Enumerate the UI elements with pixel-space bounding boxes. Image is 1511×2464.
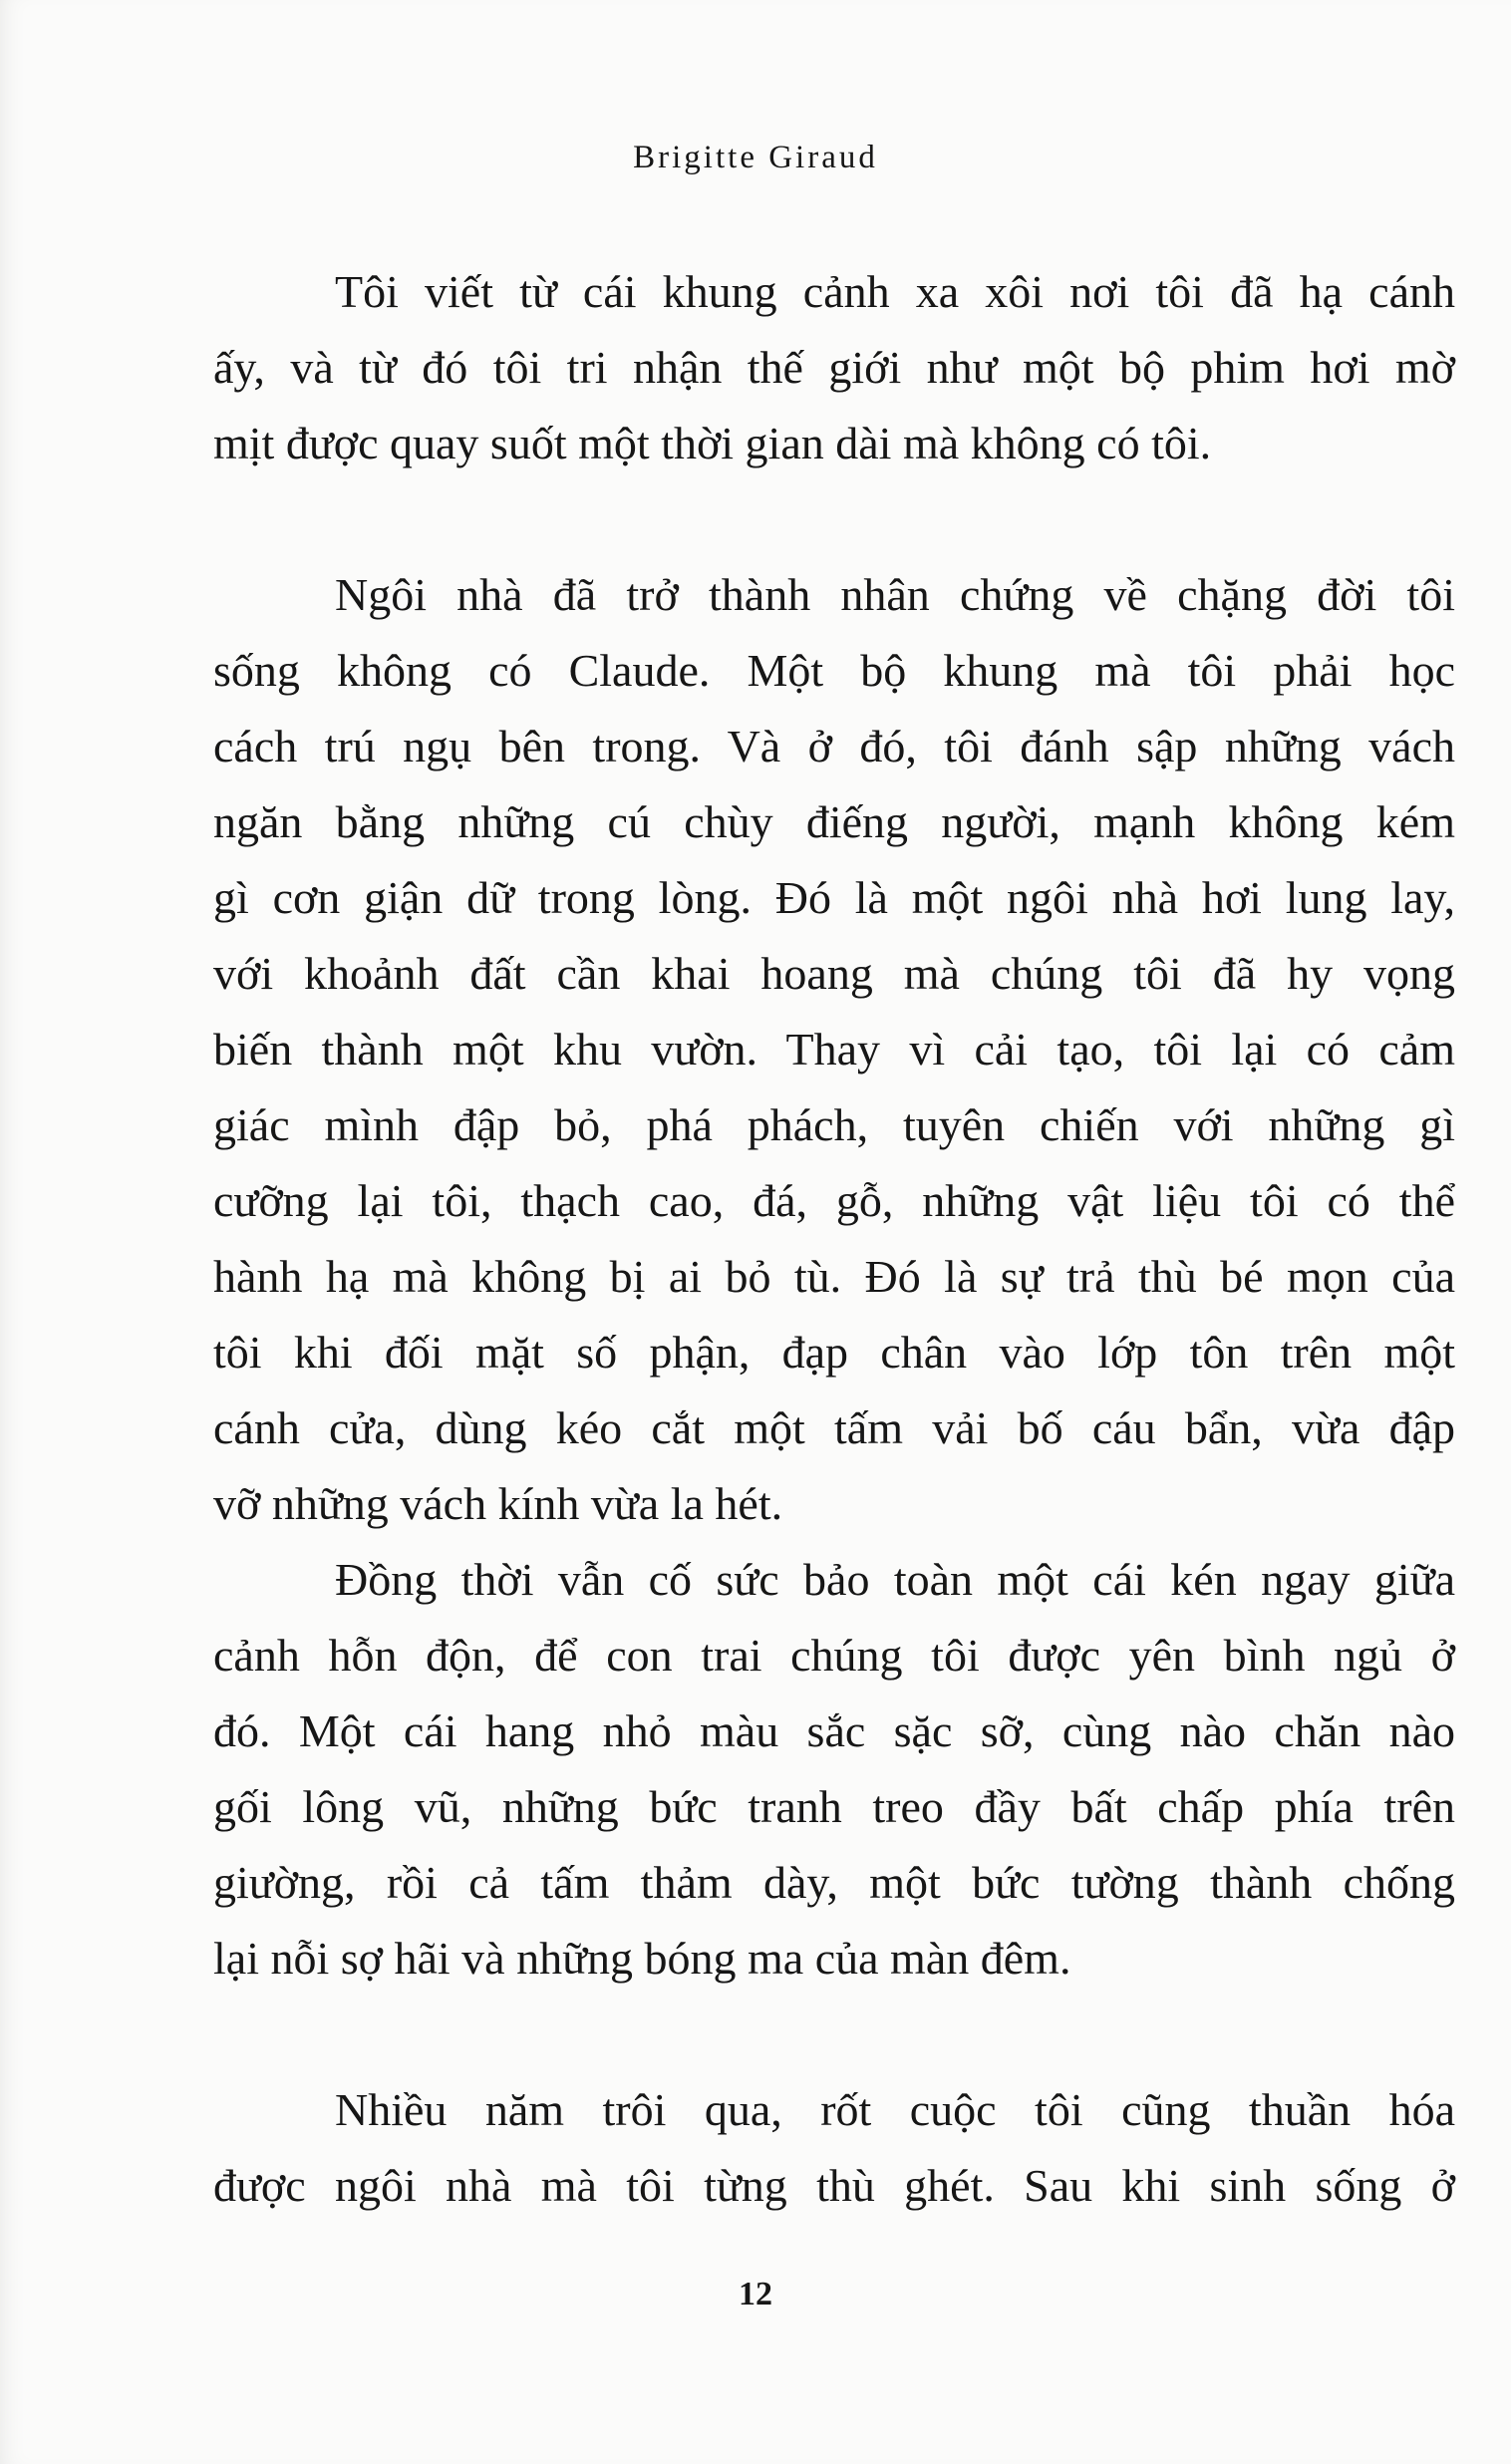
running-head-author: Brigitte Giraud bbox=[633, 140, 878, 175]
text-line: sống không có Claude. Một bộ khung mà tôi phải học bbox=[213, 645, 1455, 696]
text-line: gối lông vũ, những bức tranh treo đầy bất chấp phía trên bbox=[213, 1781, 1455, 1832]
text-line: Đồng thời vẫn cố sức bảo toàn một cái kén ngay giữa bbox=[335, 1554, 1455, 1605]
text-line: cánh cửa, dùng kéo cắt một tấm vải bố cáu bẩn, vừa đập bbox=[213, 1402, 1455, 1453]
text-line: cưỡng lại tôi, thạch cao, đá, gỗ, những vật liệu tôi có thể bbox=[213, 1175, 1455, 1226]
text-line: hành hạ mà không bị ai bỏ tù. Đó là sự trả thù bé mọn của bbox=[213, 1251, 1455, 1302]
text-line: mịt được quay suốt một thời gian dài mà không có tôi. bbox=[213, 418, 1212, 468]
text-line: tôi khi đối mặt số phận, đạp chân vào lớp tôn trên một bbox=[213, 1327, 1455, 1378]
text-line: vỡ những vách kính vừa la hét. bbox=[213, 1478, 783, 1529]
text-line: với khoảnh đất cần khai hoang mà chúng tôi đã hy vọng bbox=[213, 948, 1455, 999]
text-line: Nhiều năm trôi qua, rốt cuộc tôi cũng thuần hóa bbox=[335, 2084, 1455, 2135]
paragraph-gap bbox=[213, 1997, 1455, 2072]
paragraph-1 bbox=[213, 254, 1455, 481]
text-line: được ngôi nhà mà tôi từng thù ghét. Sau khi sinh sống ở bbox=[213, 2160, 1455, 2211]
text-line: biến thành một khu vườn. Thay vì cải tạo, tôi lại có cảm bbox=[213, 1024, 1455, 1075]
text-line: ngăn bằng những cú chùy điếng người, mạnh không kém bbox=[213, 796, 1455, 847]
text-line: Ngôi nhà đã trở thành nhân chứng về chặng đời tôi bbox=[335, 569, 1455, 620]
text-line: đó. Một cái hang nhỏ màu sắc sặc sỡ, cùng nào chăn nào bbox=[213, 1705, 1455, 1756]
paragraph-4 bbox=[213, 2072, 1455, 2224]
body-text bbox=[213, 254, 1455, 2224]
text-line: giường, rồi cả tấm thảm dày, một bức tường thành chống bbox=[213, 1857, 1455, 1908]
text-line: cảnh hỗn độn, để con trai chúng tôi được yên bình ngủ ở bbox=[213, 1630, 1455, 1681]
text-line: lại nỗi sợ hãi và những bóng ma của màn đêm. bbox=[213, 1933, 1071, 1984]
paragraph-gap bbox=[213, 481, 1455, 557]
text-line: giác mình đập bỏ, phá phách, tuyên chiến với những gì bbox=[213, 1099, 1455, 1150]
page-number: 12 bbox=[739, 2276, 772, 2312]
paragraph-2 bbox=[213, 557, 1455, 1542]
text-line: gì cơn giận dữ trong lòng. Đó là một ngôi nhà hơi lung lay, bbox=[213, 872, 1455, 923]
text-line: Tôi viết từ cái khung cảnh xa xôi nơi tôi đã hạ cánh bbox=[335, 266, 1455, 317]
text-line: ấy, và từ đó tôi tri nhận thế giới như một bộ phim hơi mờ bbox=[213, 342, 1455, 393]
text-line: cách trú ngụ bên trong. Và ở đó, tôi đánh sập những vách bbox=[213, 721, 1455, 771]
paragraph-3 bbox=[213, 1542, 1455, 1997]
